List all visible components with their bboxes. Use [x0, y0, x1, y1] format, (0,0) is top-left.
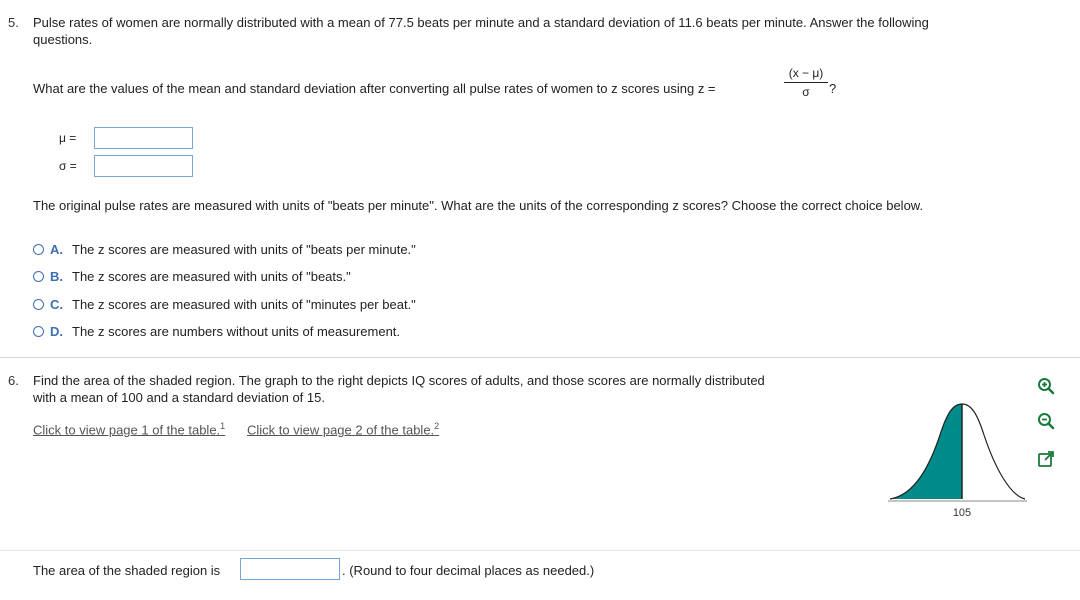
radio-icon[interactable]	[33, 299, 44, 310]
z-formula-denominator: σ	[802, 85, 810, 99]
choice-letter: A.	[50, 241, 63, 257]
zoom-in-icon	[1037, 377, 1055, 395]
area-answer-prefix: The area of the shaded region is	[33, 563, 221, 578]
radio-icon[interactable]	[33, 244, 44, 255]
question-divider	[0, 357, 1080, 358]
units-question: The original pulse rates are measured with units of "beats per minute". What are the units of the corresponding z scores? Choose the correct choice below.	[33, 198, 924, 213]
choice-c[interactable]	[33, 295, 416, 313]
radio-icon[interactable]	[33, 271, 44, 282]
popout-icon	[1037, 450, 1055, 468]
link-footnote: 1	[220, 421, 226, 431]
link-text[interactable]: Click to view page 1 of the table.	[33, 422, 221, 438]
z-score-question: What are the values of the mean and standard deviation after converting all pulse rates of women to z scores using z =	[33, 81, 716, 96]
link-text[interactable]: Click to view page 2 of the table.	[247, 422, 435, 438]
choice-letter: D.	[50, 323, 63, 339]
choice-a[interactable]	[33, 240, 416, 258]
mu-label: μ =	[59, 131, 77, 145]
choice-text: The z scores are measured with units of "minutes per beat."	[72, 296, 416, 312]
choice-d[interactable]	[33, 322, 400, 340]
table-page-2-link[interactable]	[247, 421, 439, 437]
choice-letter: C.	[50, 296, 63, 312]
z-formula-fraction	[784, 66, 828, 99]
sigma-label: σ =	[59, 159, 77, 173]
zoom-out-icon	[1037, 412, 1055, 430]
zoom-in-button[interactable]	[1036, 376, 1056, 396]
zoom-out-button[interactable]	[1036, 411, 1056, 431]
radio-icon[interactable]	[33, 326, 44, 337]
z-question-end: ?	[829, 81, 837, 96]
question-5-number: 5.	[8, 15, 19, 30]
question-5-prompt-line2: questions.	[33, 32, 93, 47]
answer-divider	[0, 550, 1080, 551]
choice-text: The z scores are measured with units of "beats."	[72, 268, 351, 284]
question-6-number: 6.	[8, 373, 19, 388]
choice-text: The z scores are measured with units of "beats per minute."	[72, 241, 416, 257]
table-page-1-link[interactable]	[33, 421, 225, 437]
question-6-prompt-line1: Find the area of the shaded region. The graph to the right depicts IQ scores of adults, and those scores are normally distributed	[33, 373, 765, 388]
question-5-prompt-line1: Pulse rates of women are normally distributed with a mean of 77.5 beats per minute and a standard deviation of 11.6 beats per minute. Answer the following	[33, 15, 929, 30]
question-6-prompt	[33, 372, 873, 406]
sigma-input[interactable]	[94, 155, 193, 177]
mu-input[interactable]	[94, 127, 193, 149]
z-formula-numerator: (x − μ)	[788, 66, 824, 80]
choice-b[interactable]	[33, 267, 351, 285]
shaded-area-input[interactable]	[240, 558, 340, 580]
shaded-region	[890, 404, 962, 499]
question-5-prompt	[33, 14, 1063, 48]
fraction-bar	[784, 82, 828, 83]
popout-button[interactable]	[1036, 449, 1056, 469]
choice-text: The z scores are numbers without units of measurement.	[72, 323, 401, 339]
iq-normal-curve-graph	[885, 395, 1030, 525]
choice-letter: B.	[50, 268, 63, 284]
question-6-prompt-line2: with a mean of 100 and a standard deviation of 15.	[33, 390, 325, 405]
area-answer-suffix: . (Round to four decimal places as needed.)	[342, 563, 595, 578]
link-footnote: 2	[434, 421, 440, 431]
tick-label-105: 105	[952, 507, 972, 519]
